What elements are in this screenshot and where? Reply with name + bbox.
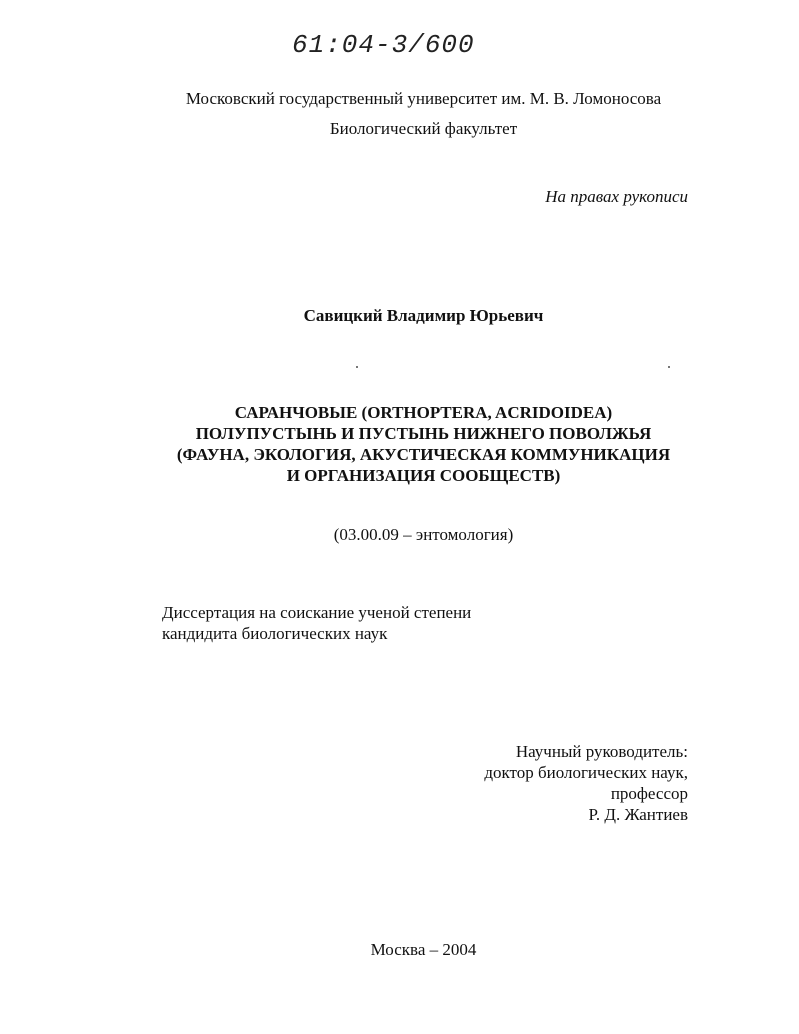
- archive-stamp: 61:04-3/600: [292, 30, 475, 60]
- title-line: И ОРГАНИЗАЦИЯ СООБЩЕСТВ): [286, 466, 561, 485]
- dissertation-title: [24, 402, 799, 486]
- title-line: САРАНЧОВЫЕ (ORTHOPTERA, ACRIDOIDEA): [234, 403, 613, 422]
- author-name: Савицкий Владимир Юрьевич: [303, 306, 544, 325]
- city-year: Москва – 2004: [370, 940, 477, 959]
- title-line: (ФАУНА, ЭКОЛОГИЯ, АКУСТИЧЕСКАЯ КОММУНИКАЦИЯ: [176, 445, 671, 464]
- supervisor-line: доктор биологических наук,: [484, 763, 688, 782]
- supervisor-block: [484, 741, 688, 825]
- scan-speck: [356, 366, 358, 368]
- supervisor-line: профессор: [610, 784, 688, 803]
- title-line: ПОЛУПУСТЫНЬ И ПУСТЫНЬ НИЖНЕГО ПОВОЛЖЬЯ: [195, 424, 652, 443]
- faculty-name: Биологический факультет: [329, 119, 518, 138]
- supervisor-line: Р. Д. Жантиев: [588, 805, 688, 824]
- scan-speck: [668, 366, 670, 368]
- degree-line: Диссертация на соискание ученой степени: [162, 603, 472, 622]
- university-name: Московский государственный университет им. М. В. Ломоносова: [185, 89, 662, 108]
- specialty-code: (03.00.09 – энтомология): [333, 525, 514, 544]
- rights-note: На правах рукописи: [545, 187, 688, 206]
- dissertation-degree: [162, 602, 471, 644]
- degree-line: кандидита биологических наук: [162, 624, 388, 643]
- supervisor-line: Научный руководитель:: [515, 742, 688, 761]
